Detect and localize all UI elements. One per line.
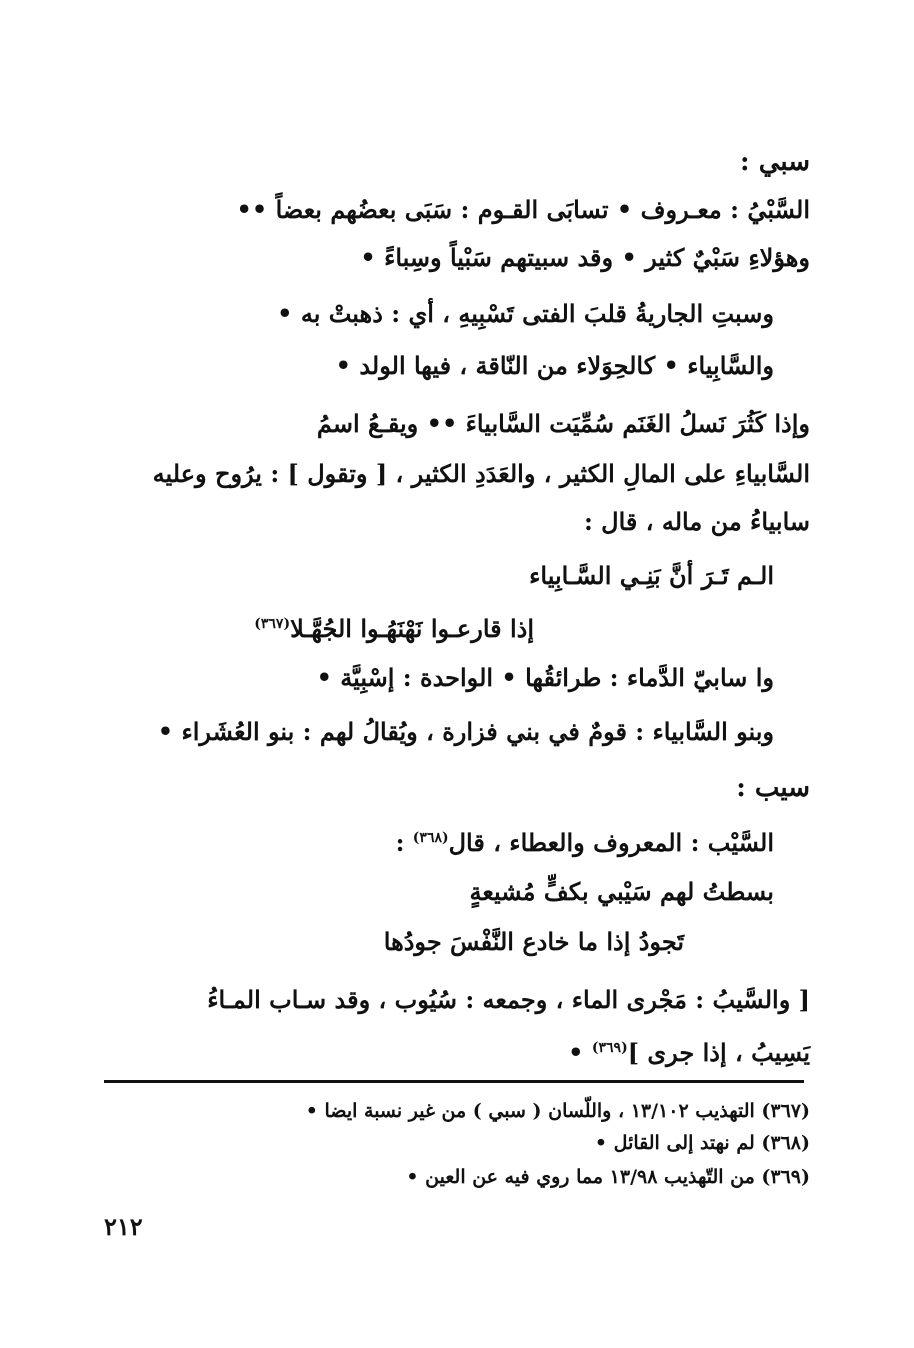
verse-line: الـم تَـرَ أنَّ بَنِـي السَّـابِياء bbox=[529, 561, 774, 590]
footnote-reference: (٣٦٨) bbox=[412, 830, 449, 846]
entry-line bbox=[396, 822, 774, 859]
entry-text: السَّيْب : المعروف والعطاء ، قال bbox=[448, 828, 774, 857]
entry-line: وبنو السَّابياء : قومٌ في بني فزارة ، ويُقالُ لهم : بنو العُشَراء • bbox=[157, 717, 774, 746]
verse-line bbox=[254, 608, 534, 645]
verse-text: إذا قارعـوا نَهْنَهُـوا الجُهَّـلا bbox=[290, 614, 534, 643]
entry-text-tail: : bbox=[395, 828, 405, 857]
entry-line: السَّابياءِ على المالِ الكثير ، والعَدَدِ الكثير ، [ وتقول ] : يرُوح وعليه bbox=[152, 459, 810, 488]
footnote-reference: (٣٦٧) bbox=[254, 616, 291, 632]
entry-line: وهؤلاءِ سَبْيٌ كثير • وقد سبيتهم سَبْياً وسِباءً • bbox=[360, 243, 810, 272]
verse-line: بسطتُ لهم سَيْبي بكفٍّ مُشيعةٍ bbox=[469, 877, 774, 906]
entry-heading-sayb: سيب : bbox=[736, 773, 810, 803]
entry-line: والسَّابِياء • كالحِوَلاء من النّاقة ، فيها الولد • bbox=[335, 351, 774, 380]
verse-line: تَجودُ إذا ما خادع النَّفْسَ جودُها bbox=[383, 927, 684, 956]
entry-line: وا سابيّ الدَّماء : طرائقُها • الواحدة : إسْبِيَّة • bbox=[316, 663, 774, 692]
footnote: (٣٦٨) لم نهتد إلى القائل • bbox=[594, 1132, 810, 1154]
entry-line: سابياءُ من ماله ، قال : bbox=[583, 507, 810, 536]
entry-line: [ والسَّيبُ : مَجْرى الماء ، وجمعه : سُيُوب ، وقد سـاب المـاءُ bbox=[207, 985, 810, 1014]
entry-line: وإذا كَثُرَ نَسلُ الغَنَم سُمِّيَت السَّابياءَ •• ويقـعُ اسمُ bbox=[316, 409, 810, 438]
entry-heading-sabi: سبي : bbox=[740, 147, 810, 177]
entry-line: وسبتِ الجاريةُ قلبَ الفتى تَسْبِيهِ ، أي : ذهبتْ به • bbox=[277, 299, 774, 328]
entry-text-tail: • bbox=[568, 1038, 584, 1067]
footnote-divider bbox=[104, 1080, 804, 1083]
entry-line: السَّبْيُ : معـروف • تسابَى القـوم : سَبَى بعضُهم بعضاً •• bbox=[236, 195, 810, 224]
footnote: (٣٦٧) التهذيب ١٣/١٠٢ ، واللّسان ( سبي ) من غير نسبة ايضا • bbox=[305, 1100, 810, 1122]
footnote: (٣٦٩) من التّهذيب ١٣/٩٨ مما روي فيه عن العين • bbox=[406, 1166, 810, 1188]
entry-line bbox=[568, 1032, 810, 1069]
entry-text: يَسِيبُ ، إذا جرى ] bbox=[627, 1038, 810, 1067]
footnote-reference: (٣٦٩) bbox=[591, 1040, 628, 1056]
page-number: ٢١٢ bbox=[104, 1212, 143, 1241]
